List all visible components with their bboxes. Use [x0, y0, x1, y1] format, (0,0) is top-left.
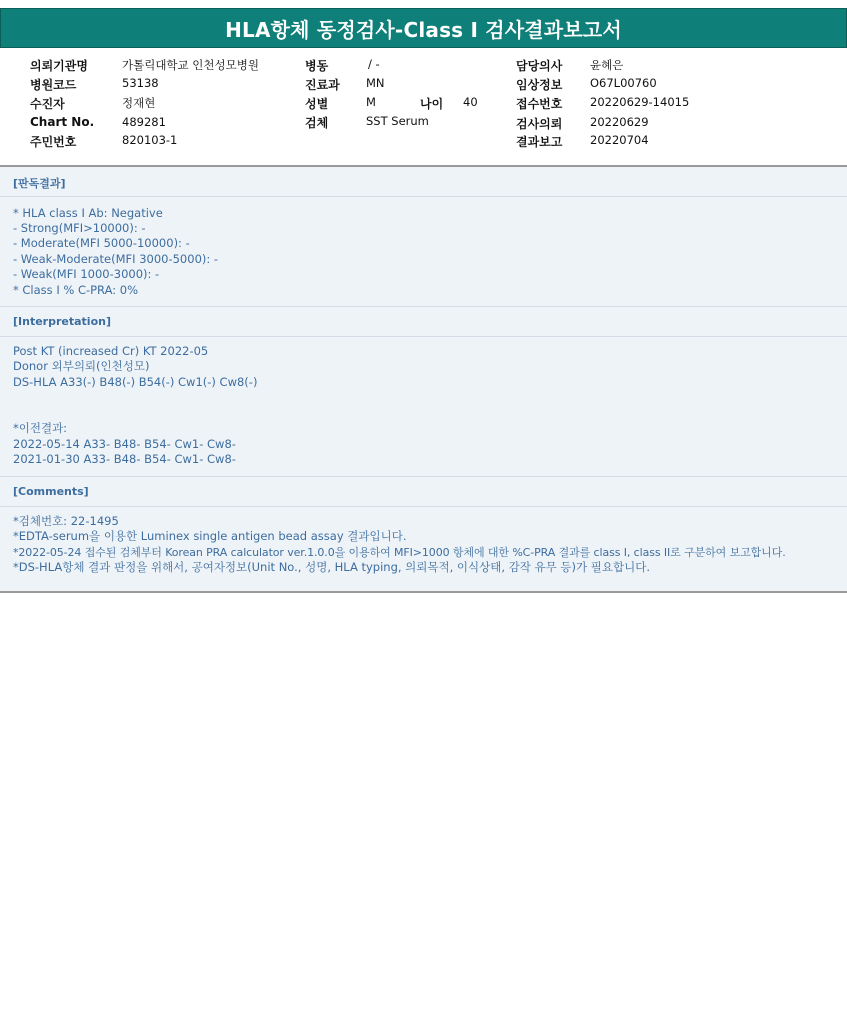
interpretation-heading: [Interpretation]: [13, 315, 111, 328]
result-section-body: [0, 197, 847, 307]
ward-value: / -: [368, 57, 380, 71]
report-body: [0, 167, 847, 591]
age-value: 40: [463, 95, 478, 109]
report-title-bar: [0, 8, 847, 48]
age-label: 나이: [420, 97, 444, 111]
specimen-label: 검체: [305, 116, 329, 130]
resident-no-label: 주민번호: [30, 135, 77, 149]
specimen-value: SST Serum: [366, 114, 429, 128]
comments-line: *2022-05-24 접수된 검체부터 Korean PRA calculator ver.1.0.0을 이용하여 MFI>1000 항체에 대한 %C-PRA 결과를 class I, class II로 구분하여 보고합니다.: [13, 546, 786, 559]
result-line: - Weak(MFI 1000-3000): -: [13, 267, 160, 281]
bottom-divider: [0, 591, 847, 593]
interpretation-section-body: [0, 337, 847, 477]
interpretation-line: *이전결과:: [13, 421, 68, 435]
clinical-info-value: O67L00760: [590, 76, 657, 90]
resident-no-value: 820103-1: [122, 133, 178, 147]
patient-name-label: 수진자: [30, 97, 65, 111]
result-heading: [판독결과]: [13, 177, 66, 190]
result-line: * HLA class I Ab: Negative: [13, 206, 163, 220]
interpretation-line: 2022-05-14 A33- B48- B54- Cw1- Cw8-: [13, 437, 236, 451]
department-label: 진료과: [305, 78, 340, 92]
report-date-label: 결과보고: [516, 135, 563, 149]
interpretation-line: DS-HLA A33(-) B48(-) B54(-) Cw1(-) Cw8(-): [13, 375, 258, 389]
report-title: HLA항체 동정검사-Class I 검사결과보고서: [225, 17, 622, 42]
comments-section-header: [0, 477, 847, 507]
result-section-header: [0, 167, 847, 197]
chart-no-value: 489281: [122, 115, 166, 129]
interpretation-section-header: [0, 307, 847, 337]
department-value: MN: [366, 76, 385, 90]
result-line: - Strong(MFI>10000): -: [13, 221, 146, 235]
institution-value: 가톨릭대학교 인천성모병원: [122, 58, 259, 72]
patient-name-value: 정재현: [122, 96, 156, 110]
institution-label: 의뢰기관명: [30, 59, 88, 73]
sex-label: 성별: [305, 97, 329, 111]
clinical-info-label: 임상정보: [516, 78, 563, 92]
request-date-value: 20220629: [590, 115, 649, 129]
comments-line: *검체번호: 22-1495: [13, 514, 119, 528]
interpretation-line: 2021-01-30 A33- B48- B54- Cw1- Cw8-: [13, 452, 236, 466]
hospital-code-label: 병원코드: [30, 78, 77, 92]
comments-line: *EDTA-serum을 이용한 Luminex single antigen bead assay 결과입니다.: [13, 529, 407, 543]
interpretation-line: Post KT (increased Cr) KT 2022-05: [13, 344, 209, 358]
accession-no-value: 20220629-14015: [590, 95, 690, 109]
physician-label: 담당의사: [516, 59, 563, 73]
result-line: - Moderate(MFI 5000-10000): -: [13, 236, 190, 250]
comments-section-body: [0, 507, 847, 591]
result-line: - Weak-Moderate(MFI 3000-5000): -: [13, 252, 219, 266]
request-date-label: 검사의뢰: [516, 117, 563, 131]
sex-value: M: [366, 95, 376, 109]
hospital-code-value: 53138: [122, 76, 159, 90]
ward-label: 병동: [305, 59, 329, 73]
patient-info-panel: [0, 48, 847, 165]
comments-line: *DS-HLA항체 결과 판정을 위해서, 공여자정보(Unit No., 성명, HLA typing, 의뢰목적, 이식상태, 감작 유무 등)가 필요합니다.: [13, 560, 650, 574]
report-date-value: 20220704: [590, 133, 649, 147]
result-line: * Class I % C-PRA: 0%: [13, 283, 139, 297]
physician-value: 윤혜은: [590, 58, 624, 72]
chart-no-label: Chart No.: [30, 115, 95, 129]
interpretation-line: Donor 외부의뢰(인천성모): [13, 359, 150, 373]
accession-no-label: 접수번호: [516, 97, 563, 111]
comments-heading: [Comments]: [13, 485, 89, 498]
